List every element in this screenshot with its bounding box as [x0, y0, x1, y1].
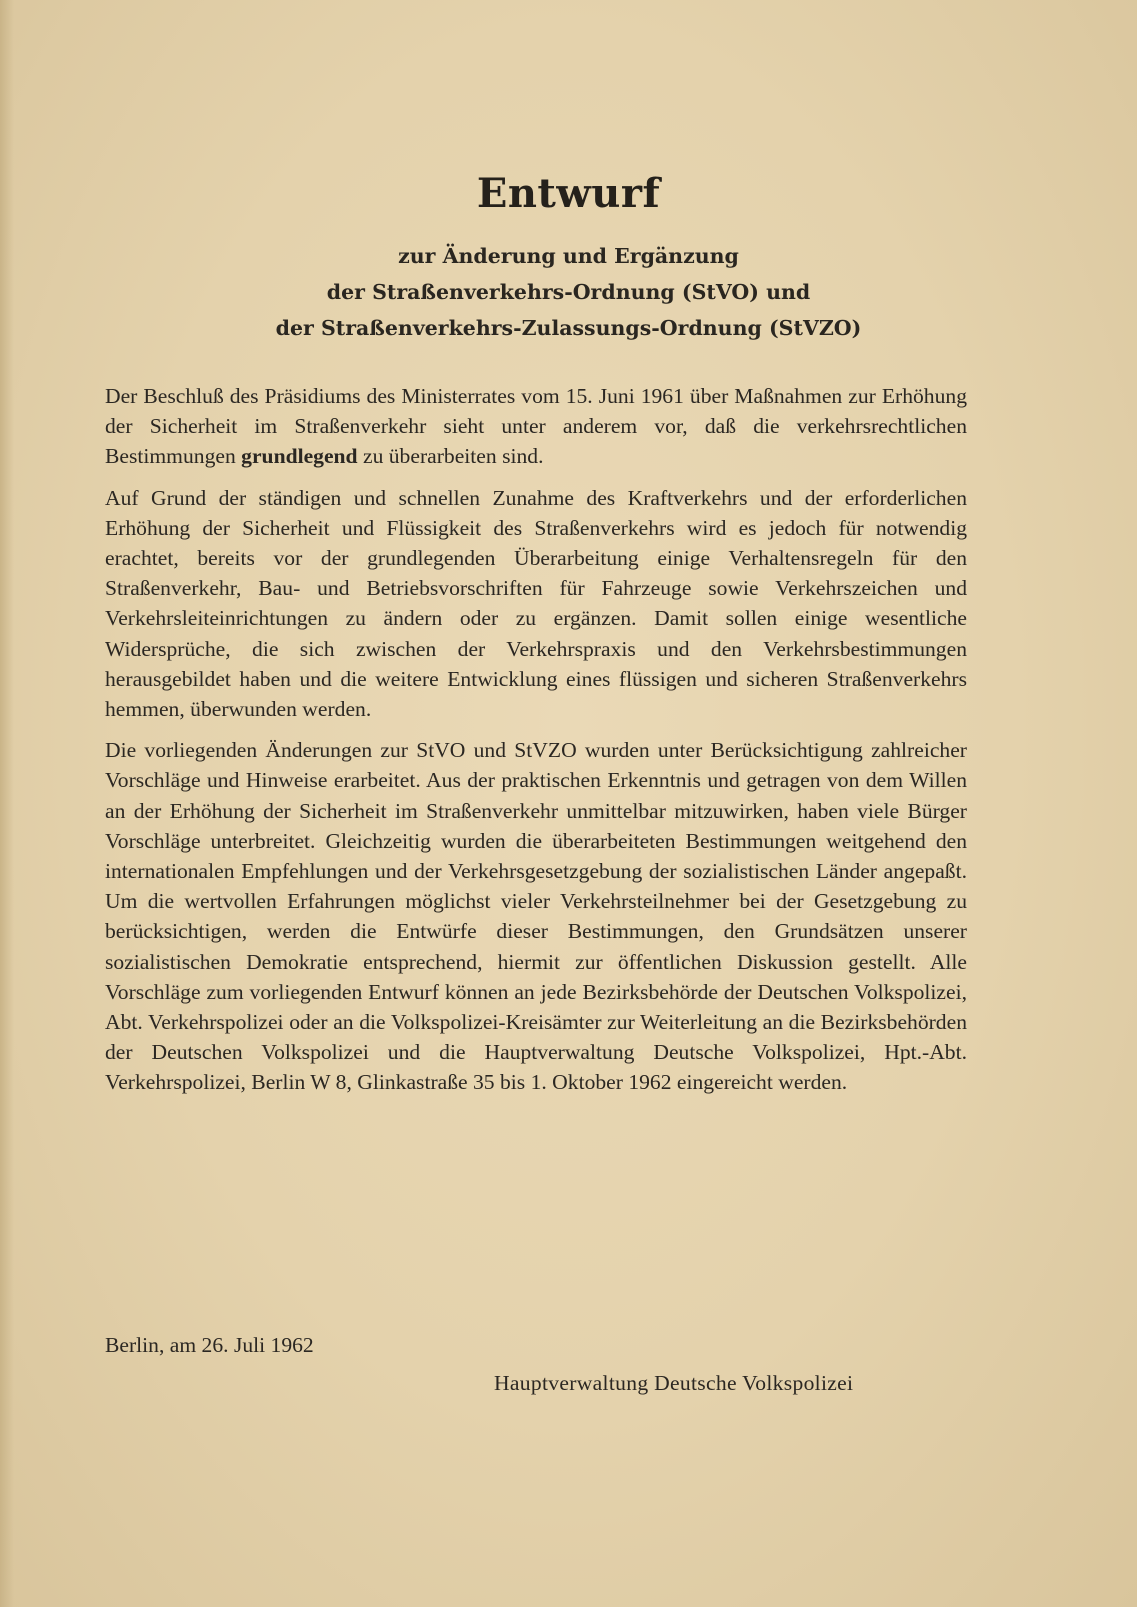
- paragraph-1-emphasis: grundlegend: [241, 444, 358, 469]
- paragraph-1: [105, 381, 967, 472]
- subtitle-line: zur Änderung und Ergänzung: [398, 244, 739, 268]
- subtitle-line: der Straßenverkehrs-Zulassungs-Ordnung (StVZO): [275, 316, 862, 340]
- document-title: Entwurf: [476, 170, 661, 217]
- issuing-authority: Hauptverwaltung Deutsche Volkspolizei: [494, 1371, 854, 1395]
- paragraph-3: Die vorliegenden Änderungen zur StVO und StVZO wurden unter Berücksichtigung zahlreicher Vorschläge und Hinweise erarbeitet. Aus der praktischen Erkenntnis und getragen von dem Willen an der Erhöhung der Sicherheit im Straßenverkehr unmittelbar mitzuwirken, haben viele Bürger Vorschläge unterbreitet. Gleichzeitig wurden die überarbeiteten Bestimmungen weitgehend den internationalen Empfehlungen und der Verkehrsgesetzgebung der sozialistischen Länder angepaßt. Um die wertvollen Erfahrungen möglichst vieler Verkehrsteilnehmer bei der Gesetzgebung zu berücksichtigen, werden die Entwürfe dieser Bestimmungen, den Grundsätzen unserer sozialistischen Demokratie entsprechend, hiermit zur öffentlichen Diskussion gestellt. Alle Vorschläge zum vorliegenden Entwurf können an jede Bezirksbehörde der Deutschen Volkspolizei, Abt. Verkehrspolizei oder an die Volkspolizei-Kreisämter zur Weiterleitung an die Bezirksbehörden der Deutschen Volkspolizei und die Hauptverwaltung Deutsche Volkspolizei, Hpt.-Abt. Verkehrspolizei, Berlin W 8, Glinkastraße 35 bis 1. Oktober 1962 eingereicht werden.: [105, 738, 967, 1095]
- paragraph-1-text-end: zu überarbeiten sind.: [362, 444, 544, 469]
- subtitle-line: der Straßenverkehrs-Ordnung (StVO) und: [326, 280, 811, 304]
- document-body: [105, 381, 967, 1109]
- place-date: Berlin, am 26. Juli 1962: [105, 1333, 314, 1357]
- paragraph-2: Auf Grund der ständigen und schnellen Zunahme des Kraftverkehrs und der erforderlichen Erhöhung der Sicherheit und Flüssigkeit des Straßenverkehrs wird es jedoch für notwendig erachtet, bereits vor der grundlegenden Überarbeitung einige Verhaltensregeln für den Straßenverkehr, Bau- und Betriebsvorschriften für Fahrzeuge sowie Verkehrszeichen und Verkehrsleiteinrichtungen zu ändern oder zu ergänzen. Damit sollen einige wesentliche Widersprüche, die sich zwischen der Verkehrspraxis und den Verkehrsbestimmungen herausgebildet haben und die weitere Entwicklung eines flüssigen und sicheren Straßenverkehrs hemmen, überwunden werden.: [105, 485, 967, 722]
- document-subtitle: [0, 238, 1137, 346]
- paragraph-1-text: Der Beschluß des Präsidiums des Ministerrates vom 15. Juni 1961 über Maßnahmen zur Erhöhung der Sicherheit im Straßenverkehr sieht unter anderem vor, daß die verkehrsrechtlichen Bestimmungen: [105, 384, 967, 469]
